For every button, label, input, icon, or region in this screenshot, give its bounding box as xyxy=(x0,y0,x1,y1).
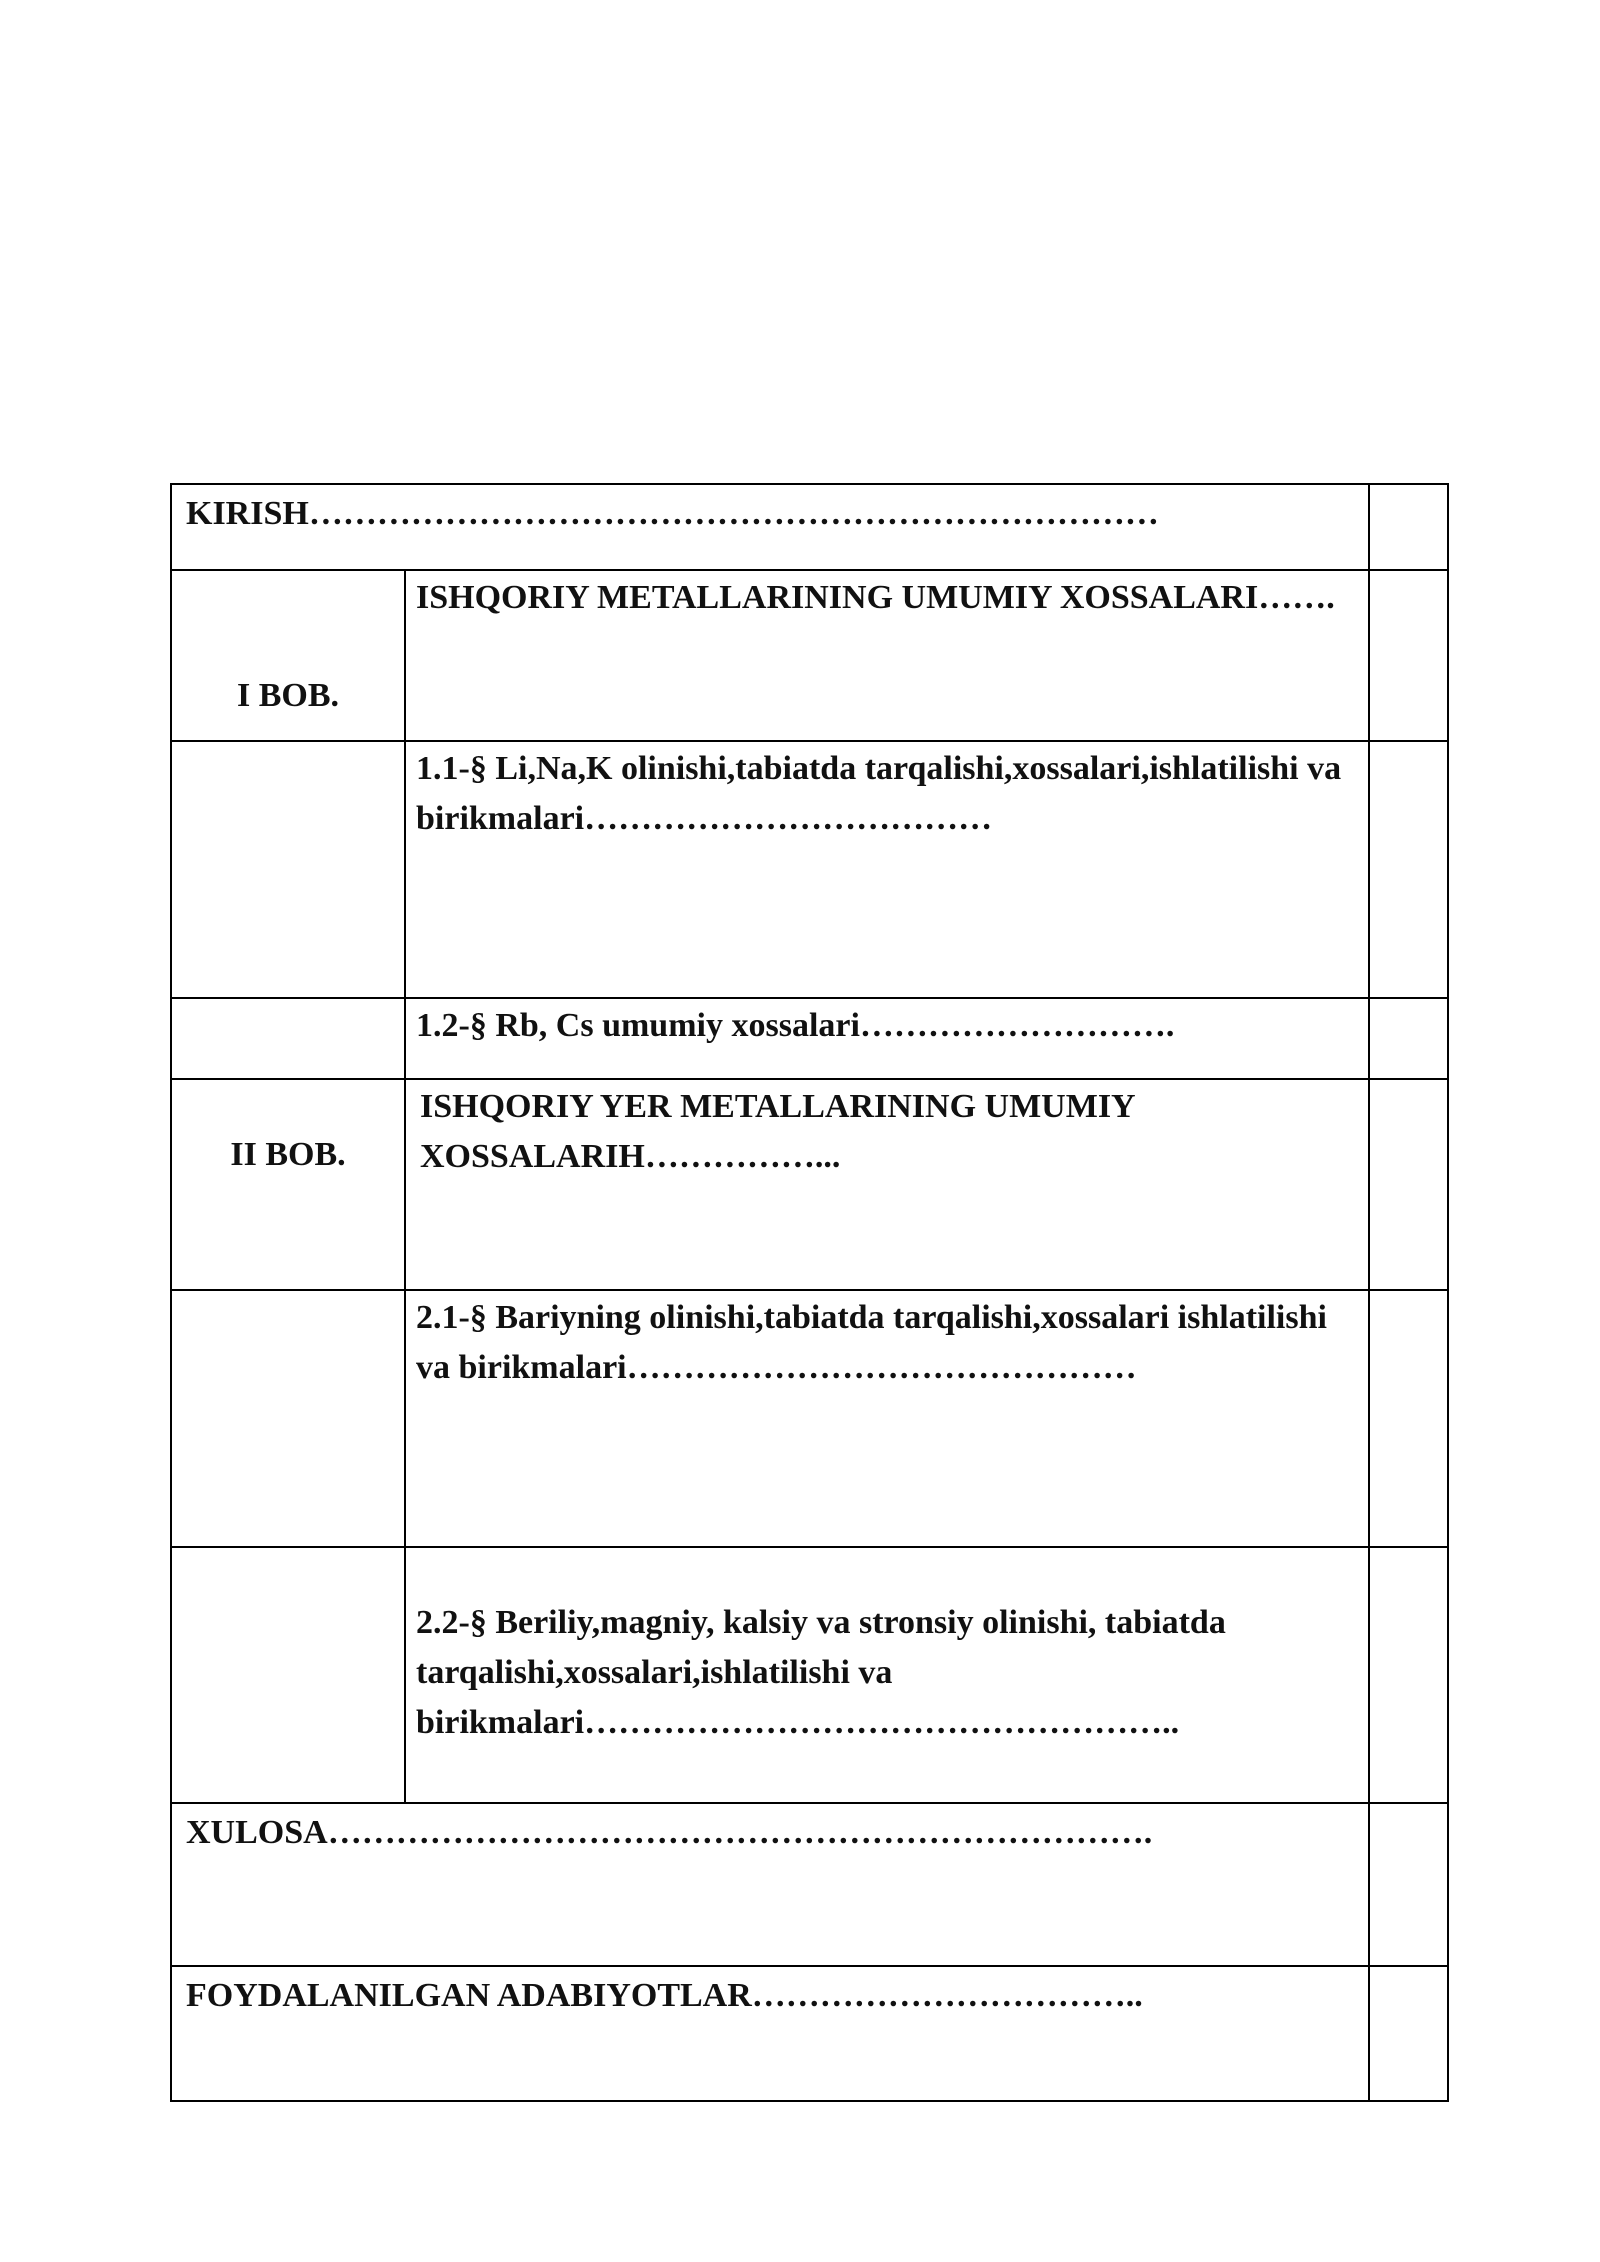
page-number-cell xyxy=(1369,1290,1448,1547)
table-of-contents xyxy=(170,483,1449,2102)
section-title-2-1: 2.1-§ Bariyning olinishi,tabiatda tarqalishi,xossalari ishlatilishi va birikmalari……………………………………… xyxy=(405,1290,1369,1547)
section-title-1-1: 1.1-§ Li,Na,K olinishi,tabiatda tarqalishi,xossalari,ishlatilishi va birikmalari……………………………… xyxy=(405,741,1369,998)
page-number-cell xyxy=(1369,570,1448,741)
section-title-2-2: 2.2-§ Beriliy,magniy, kalsiy va stronsiy olinishi, tabiatda tarqalishi,xossalari,ishlatilishi va birikmalari…………………………………………….. xyxy=(405,1547,1369,1803)
page-number-cell xyxy=(1369,1966,1448,2101)
toc-row-sec-2-2 xyxy=(171,1547,1448,1803)
empty-chapter-cell xyxy=(171,998,405,1079)
toc-row-bob1 xyxy=(171,570,1448,741)
page-number-cell xyxy=(1369,1803,1448,1966)
empty-chapter-cell xyxy=(171,1290,405,1547)
chapter-title-bob2: ISHQORIY YER METALLARINING UMUMIY XOSSALARIH……………... xyxy=(405,1079,1369,1290)
toc-row-xulosa xyxy=(171,1803,1448,1966)
toc-row-sec-2-1 xyxy=(171,1290,1448,1547)
toc-entry-kirish: KIRISH………………………………………………………………… xyxy=(171,484,1369,570)
toc-row-adabiyotlar xyxy=(171,1966,1448,2101)
page-number-cell xyxy=(1369,741,1448,998)
empty-chapter-cell xyxy=(171,741,405,998)
toc-row-sec-1-1 xyxy=(171,741,1448,998)
page-number-cell xyxy=(1369,484,1448,570)
section-title-1-2: 1.2-§ Rb, Cs umumiy xossalari………………………. xyxy=(405,998,1369,1079)
page-number-cell xyxy=(1369,1547,1448,1803)
empty-chapter-cell xyxy=(171,1547,405,1803)
chapter-title-bob1: ISHQORIY METALLARINING UMUMIY XOSSALARI……. xyxy=(405,570,1369,741)
page-number-cell xyxy=(1369,1079,1448,1290)
toc-entry-adabiyotlar: FOYDALANILGAN ADABIYOTLAR…………………………….. xyxy=(171,1966,1369,2101)
toc-entry-xulosa: XULOSA………………………………………………………………. xyxy=(171,1803,1369,1966)
page-number-cell xyxy=(1369,998,1448,1079)
chapter-label-bob1: I BOB. xyxy=(171,570,405,741)
toc-row-bob2 xyxy=(171,1079,1448,1290)
chapter-label-bob2: II BOB. xyxy=(171,1079,405,1290)
toc-row-sec-1-2 xyxy=(171,998,1448,1079)
toc-row-kirish xyxy=(171,484,1448,570)
